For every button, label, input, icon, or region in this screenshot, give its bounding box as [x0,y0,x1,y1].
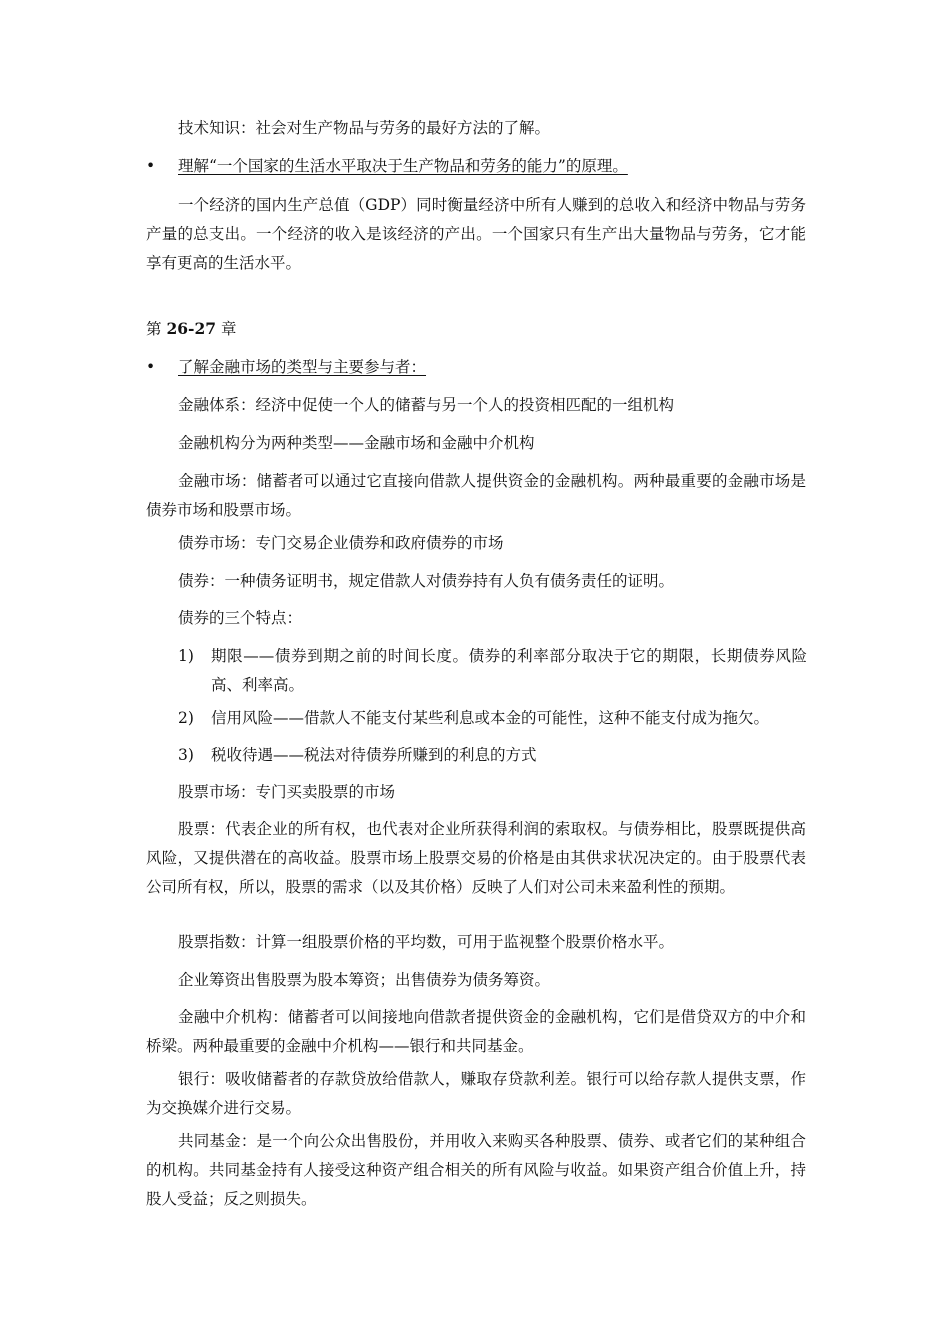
chapter-number: 26-27 [166,319,217,338]
bullet-text: 理解“一个国家的生活水平取决于生产物品和劳务的能力”的原理。 [178,157,628,175]
paragraph-gdp: 一个经济的国内生产总值（GDP）同时衡量经济中所有人赚到的总收入和经济中物品与劳务产量的总支出。一个经济的收入是该经济的产出。一个国家只有生产出大量物品与劳务，它才能享有更高的生活水平。 [146,196,806,272]
bullet-heading-living-standard [178,152,806,181]
list-item-credit-risk: 信用风险——借款人不能支付某些利息或本金的可能性，这种不能支付成为拖欠。 [211,709,770,727]
paragraph-tech-knowledge: 技术知识：社会对生产物品与劳务的最好方法的了解。 [178,119,551,137]
bullet-marker: • [146,157,156,175]
paragraph-financial-markets: 金融市场：储蓄者可以通过它直接向借款人提供资金的金融机构。两种最重要的金融市场是债券市场和股票市场。 [146,472,806,519]
paragraph-financing: 企业筹资出售股票为股本筹资；出售债券为债务筹资。 [178,971,551,989]
paragraph-bond-features: 债券的三个特点： [178,609,303,627]
bullet-heading-financial-markets [178,353,806,382]
list-number: 3) [178,746,194,764]
chapter-heading [146,314,806,344]
list-number: 2) [178,709,194,727]
paragraph-stock: 股票：代表企业的所有权，也代表对企业所获得利润的索取权。与债券相比，股票既提供高风险，又提供潜在的高收益。股票市场上股票交易的价格是由其供求状况决定的。由于股票代表公司所有权，所以，股票的需求（以及其价格）反映了人们对公司未来盈利性的预期。 [146,820,806,896]
paragraph-intermediaries: 金融中介机构：储蓄者可以间接地向借款者提供资金的金融机构，它们是借贷双方的中介和桥梁。两种最重要的金融中介机构——银行和共同基金。 [146,1008,806,1055]
chapter-prefix: 第 [146,320,167,338]
paragraph-bond-market: 债券市场：专门交易企业债券和政府债券的市场 [178,534,504,552]
list-number: 1) [178,647,194,665]
paragraph-stock-index: 股票指数：计算一组股票价格的平均数，可用于监视整个股票价格水平。 [178,933,675,951]
paragraph-stock-market: 股票市场：专门买卖股票的市场 [178,783,396,801]
paragraph-two-types: 金融机构分为两种类型——金融市场和金融中介机构 [178,434,535,452]
paragraph-mutual-fund: 共同基金：是一个向公众出售股份，并用收入来购买各种股票、债券、或者它们的某种组合的机构。共同基金持有人接受这种资产组合相关的所有风险与收益。如果资产组合价值上升，持股人受益；反之则损失。 [146,1132,806,1208]
bullet-marker: • [146,358,156,376]
bullet-text: 了解金融市场的类型与主要参与者： [178,358,427,376]
list-item-maturity: 期限——债券到期之前的时间长度。债券的利率部分取决于它的期限，长期债券风险高、利率高。 [211,647,807,694]
paragraph-bank: 银行：吸收储蓄者的存款贷放给借款人，赚取存贷款利差。银行可以给存款人提供支票，作为交换媒介进行交易。 [146,1070,806,1117]
paragraph-financial-system: 金融体系：经济中促使一个人的储蓄与另一个人的投资相匹配的一组机构 [178,396,675,414]
chapter-suffix: 章 [216,320,237,338]
list-item-tax-treatment: 税收待遇——税法对待债券所赚到的利息的方式 [211,746,537,764]
paragraph-bond: 债券：一种债务证明书，规定借款人对债券持有人负有债务责任的证明。 [178,572,675,590]
